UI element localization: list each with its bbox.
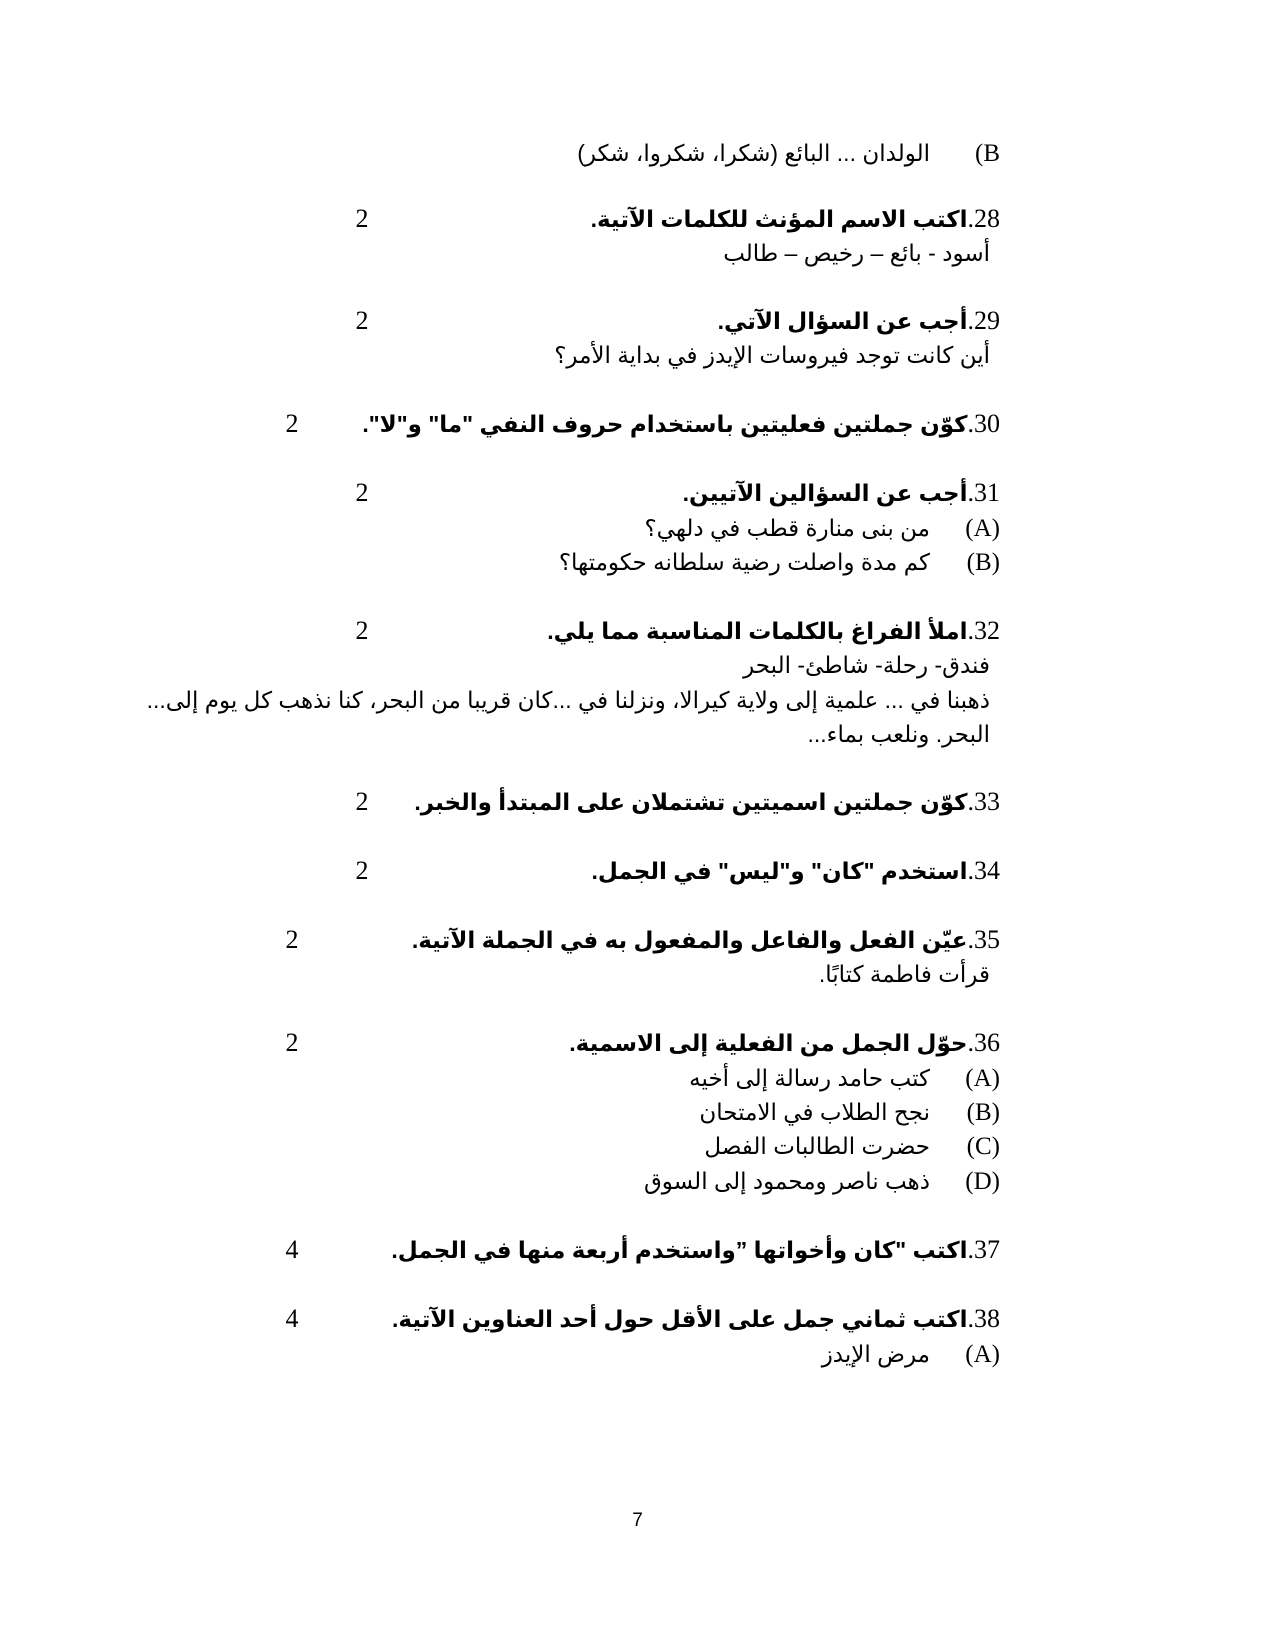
question-text: املأ الفراغ بالكلمات المناسبة مما يلي. — [547, 618, 968, 644]
question-38-heading — [392, 1304, 1000, 1334]
question-35-heading — [412, 925, 1000, 955]
question-36-heading — [569, 1028, 1000, 1058]
question-33-mark: 2 — [355, 787, 369, 816]
question-number: 38. — [967, 1304, 1000, 1333]
option-text: مرض الإيدز — [821, 1341, 930, 1367]
option-label: (A) — [965, 515, 1000, 542]
page-number: 7 — [632, 1510, 643, 1531]
question-text: أجب عن السؤال الآتي. — [717, 308, 968, 334]
question-34-heading — [591, 856, 1000, 886]
option-label: (C) — [966, 1133, 1000, 1160]
question-35-sentence: قرأت فاطمة كتابًا. — [818, 961, 990, 987]
q27-option-b — [577, 138, 1000, 169]
question-30-heading — [362, 409, 1000, 439]
question-36-option-b — [699, 1097, 1000, 1128]
question-28-heading — [591, 204, 1000, 234]
question-31-mark: 2 — [355, 478, 369, 507]
question-37-mark: 4 — [285, 1235, 299, 1264]
question-29-mark: 2 — [355, 306, 369, 335]
question-38-option-a — [822, 1339, 1000, 1370]
question-number: 32. — [967, 616, 1000, 645]
question-32-mark: 2 — [355, 616, 369, 645]
option-text: من بنى منارة قطب في دلهي؟ — [644, 515, 930, 541]
option-label: (D) — [965, 1168, 1000, 1195]
option-text: ذهب ناصر ومحمود إلى السوق — [643, 1168, 930, 1194]
question-34-mark: 2 — [355, 856, 369, 885]
question-36-option-c — [704, 1131, 1000, 1162]
option-text: نجح الطلاب في الامتحان — [699, 1099, 930, 1125]
question-text: عيّن الفعل والفاعل والمفعول به في الجملة الآتية. — [411, 927, 968, 953]
question-number: 28. — [967, 204, 1000, 233]
question-36-mark: 2 — [285, 1028, 299, 1057]
question-32-word-bank: فندق- رحلة- شاطئ- البحر — [743, 652, 990, 678]
option-label: (B) — [966, 549, 1000, 576]
question-28-mark: 2 — [355, 204, 369, 233]
question-29-prompt: أين كانت توجد فيروسات الإيدز في بداية الأمر؟ — [554, 342, 990, 368]
option-text: كم مدة واصلت رضية سلطانه حكومتها؟ — [558, 549, 930, 575]
question-text: كوّن جملتين فعليتين باستخدام حروف النفي "ما" و"لا". — [362, 411, 968, 437]
question-32-passage-line-2: البحر. ونلعب بماء... — [807, 721, 990, 747]
option-text: الولدان ... البائع (شكرا، شكروا، شكر) — [577, 140, 930, 166]
question-31-option-a — [644, 513, 1000, 544]
option-label: B) — [974, 140, 1000, 167]
question-number: 35. — [967, 925, 1000, 954]
question-31-option-b — [559, 547, 1000, 578]
question-37-heading — [391, 1235, 1000, 1265]
question-number: 34. — [967, 856, 1000, 885]
question-number: 31. — [967, 478, 1000, 507]
question-text: استخدم "كان" و"ليس" في الجمل. — [591, 858, 968, 884]
question-text: حوّل الجمل من الفعلية إلى الاسمية. — [569, 1030, 968, 1056]
question-38-mark: 4 — [285, 1304, 299, 1333]
question-text: أجب عن السؤالين الآتيين. — [682, 480, 968, 506]
option-text: كتب حامد رسالة إلى أخيه — [689, 1065, 930, 1091]
option-label: (A) — [965, 1341, 1000, 1368]
question-28-words: أسود - بائع – رخيص – طالب — [723, 240, 990, 266]
question-32-passage-line-1: ذهبنا في ... علمية إلى ولاية كيرالا، ونزلنا في ...كان قريبا من البحر، كنا نذهب كل يوم إلى... — [146, 687, 990, 713]
question-33-heading — [414, 787, 1000, 817]
question-36-option-a — [689, 1063, 1000, 1094]
option-text: حضرت الطالبات الفصل — [704, 1133, 930, 1159]
question-number: 33. — [967, 787, 1000, 816]
option-label: (A) — [965, 1065, 1000, 1092]
question-text: اكتب الاسم المؤنث للكلمات الآتية. — [590, 206, 968, 232]
question-number: 36. — [967, 1028, 1000, 1057]
question-text: اكتب "كان وأخواتها ”واستخدم أربعة منها في الجمل. — [391, 1237, 968, 1263]
question-30-mark: 2 — [285, 409, 299, 438]
question-29-heading — [718, 306, 1000, 336]
question-35-mark: 2 — [285, 925, 299, 954]
question-32-heading — [547, 616, 1000, 646]
question-number: 37. — [967, 1235, 1000, 1264]
question-number: 29. — [967, 306, 1000, 335]
question-text: كوّن جملتين اسميتين تشتملان على المبتدأ والخبر. — [414, 789, 968, 815]
question-31-heading — [683, 478, 1000, 508]
question-36-option-d — [644, 1166, 1000, 1197]
question-number: 30. — [967, 409, 1000, 438]
question-text: اكتب ثماني جمل على الأقل حول أحد العناوين الآتية. — [392, 1306, 968, 1332]
option-label: (B) — [966, 1099, 1000, 1126]
